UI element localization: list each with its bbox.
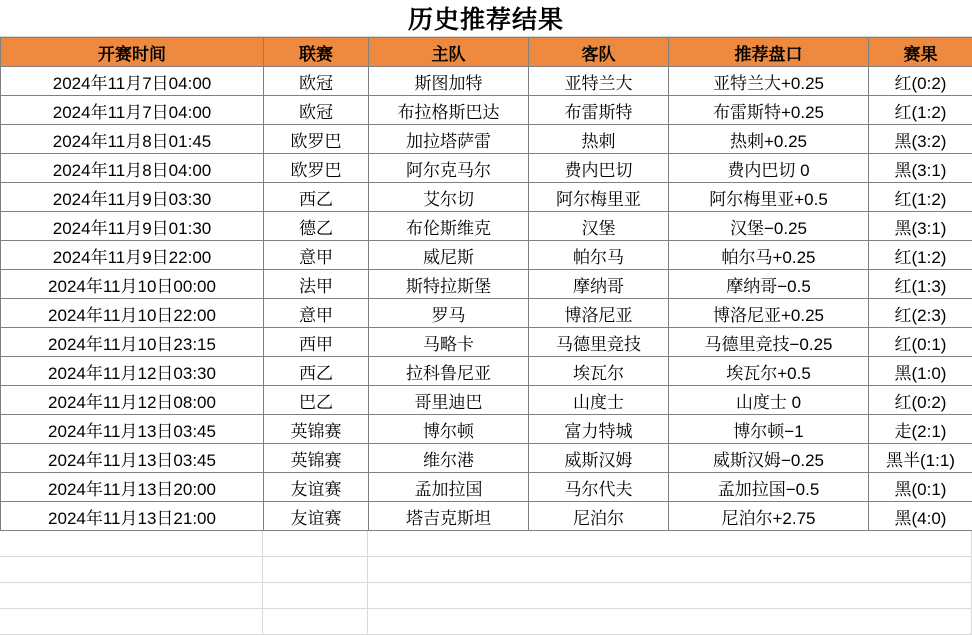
cell-home: 马略卡 xyxy=(369,328,529,357)
table-row xyxy=(1,96,972,125)
cell-rec: 马德里竞技−0.25 xyxy=(669,328,869,357)
cell-league: 西乙 xyxy=(264,357,369,386)
cell-league: 法甲 xyxy=(264,270,369,299)
empty-cell xyxy=(0,557,263,583)
cell-home: 威尼斯 xyxy=(369,241,529,270)
cell-time: 2024年11月9日03:30 xyxy=(1,183,264,212)
cell-rec: 埃瓦尔+0.5 xyxy=(669,357,869,386)
cell-rec: 威斯汉姆−0.25 xyxy=(669,444,869,473)
cell-rec: 山度士 0 xyxy=(669,386,869,415)
cell-result: 黑(1:0) xyxy=(869,357,972,386)
cell-away: 帕尔马 xyxy=(529,241,669,270)
cell-time: 2024年11月12日08:00 xyxy=(1,386,264,415)
cell-time: 2024年11月10日23:15 xyxy=(1,328,264,357)
cell-home: 加拉塔萨雷 xyxy=(369,125,529,154)
cell-result: 黑半(1:1) xyxy=(869,444,972,473)
cell-result: 红(0:1) xyxy=(869,328,972,357)
cell-home: 阿尔克马尔 xyxy=(369,154,529,183)
empty-row xyxy=(0,557,972,583)
column-header-league: 联赛 xyxy=(264,38,369,67)
cell-result: 红(0:2) xyxy=(869,386,972,415)
cell-time: 2024年11月10日22:00 xyxy=(1,299,264,328)
cell-home: 塔吉克斯坦 xyxy=(369,502,529,531)
empty-cell xyxy=(0,583,263,609)
cell-result: 红(1:2) xyxy=(869,96,972,125)
cell-rec: 热刺+0.25 xyxy=(669,125,869,154)
cell-time: 2024年11月12日03:30 xyxy=(1,357,264,386)
page-title: 历史推荐结果 xyxy=(408,0,564,36)
table-row xyxy=(1,473,972,502)
empty-cell xyxy=(0,609,263,635)
cell-home: 拉科鲁尼亚 xyxy=(369,357,529,386)
table-row xyxy=(1,299,972,328)
cell-away: 热刺 xyxy=(529,125,669,154)
table-row xyxy=(1,415,972,444)
table-row xyxy=(1,67,972,96)
cell-league: 德乙 xyxy=(264,212,369,241)
empty-row xyxy=(0,531,972,557)
cell-home: 哥里迪巴 xyxy=(369,386,529,415)
cell-league: 欧冠 xyxy=(264,96,369,125)
cell-time: 2024年11月7日04:00 xyxy=(1,96,264,125)
cell-time: 2024年11月13日03:45 xyxy=(1,444,264,473)
cell-rec: 摩纳哥−0.5 xyxy=(669,270,869,299)
cell-league: 意甲 xyxy=(264,241,369,270)
table-row xyxy=(1,386,972,415)
cell-away: 威斯汉姆 xyxy=(529,444,669,473)
cell-rec: 费内巴切 0 xyxy=(669,154,869,183)
empty-grid-area xyxy=(0,531,972,635)
empty-cell xyxy=(0,531,263,557)
cell-league: 英锦赛 xyxy=(264,415,369,444)
table-row xyxy=(1,502,972,531)
cell-home: 布拉格斯巴达 xyxy=(369,96,529,125)
empty-cell xyxy=(368,531,972,557)
cell-away: 马尔代夫 xyxy=(529,473,669,502)
cell-result: 黑(4:0) xyxy=(869,502,972,531)
empty-cell xyxy=(263,557,368,583)
cell-result: 红(1:3) xyxy=(869,270,972,299)
empty-cell xyxy=(368,583,972,609)
cell-away: 埃瓦尔 xyxy=(529,357,669,386)
cell-rec: 布雷斯特+0.25 xyxy=(669,96,869,125)
cell-away: 马德里竞技 xyxy=(529,328,669,357)
cell-away: 亚特兰大 xyxy=(529,67,669,96)
cell-rec: 博尔顿−1 xyxy=(669,415,869,444)
cell-time: 2024年11月7日04:00 xyxy=(1,67,264,96)
cell-league: 友谊赛 xyxy=(264,502,369,531)
table-row xyxy=(1,444,972,473)
column-header-away: 客队 xyxy=(529,38,669,67)
cell-home: 斯特拉斯堡 xyxy=(369,270,529,299)
table-row xyxy=(1,270,972,299)
cell-away: 汉堡 xyxy=(529,212,669,241)
cell-result: 走(2:1) xyxy=(869,415,972,444)
cell-away: 博洛尼亚 xyxy=(529,299,669,328)
empty-cell xyxy=(368,609,972,635)
cell-time: 2024年11月8日04:00 xyxy=(1,154,264,183)
cell-home: 布伦斯维克 xyxy=(369,212,529,241)
table-header xyxy=(1,38,972,67)
empty-cell xyxy=(263,609,368,635)
cell-league: 西乙 xyxy=(264,183,369,212)
cell-league: 西甲 xyxy=(264,328,369,357)
table-row xyxy=(1,328,972,357)
table-header-row xyxy=(1,38,972,67)
empty-cell xyxy=(263,531,368,557)
cell-rec: 亚特兰大+0.25 xyxy=(669,67,869,96)
cell-league: 意甲 xyxy=(264,299,369,328)
empty-row xyxy=(0,583,972,609)
cell-home: 维尔港 xyxy=(369,444,529,473)
cell-home: 艾尔切 xyxy=(369,183,529,212)
cell-time: 2024年11月9日22:00 xyxy=(1,241,264,270)
cell-result: 黑(0:1) xyxy=(869,473,972,502)
cell-result: 红(0:2) xyxy=(869,67,972,96)
cell-league: 友谊赛 xyxy=(264,473,369,502)
cell-time: 2024年11月9日01:30 xyxy=(1,212,264,241)
cell-away: 富力特城 xyxy=(529,415,669,444)
cell-result: 红(2:3) xyxy=(869,299,972,328)
cell-rec: 孟加拉国−0.5 xyxy=(669,473,869,502)
cell-league: 欧罗巴 xyxy=(264,125,369,154)
table-row xyxy=(1,183,972,212)
cell-away: 布雷斯特 xyxy=(529,96,669,125)
cell-time: 2024年11月13日03:45 xyxy=(1,415,264,444)
cell-time: 2024年11月10日00:00 xyxy=(1,270,264,299)
cell-result: 红(1:2) xyxy=(869,183,972,212)
cell-home: 罗马 xyxy=(369,299,529,328)
cell-away: 山度士 xyxy=(529,386,669,415)
table-row xyxy=(1,154,972,183)
cell-home: 孟加拉国 xyxy=(369,473,529,502)
column-header-rec: 推荐盘口 xyxy=(669,38,869,67)
table-body xyxy=(1,67,972,531)
column-header-time: 开赛时间 xyxy=(1,38,264,67)
table-row xyxy=(1,241,972,270)
cell-time: 2024年11月13日21:00 xyxy=(1,502,264,531)
cell-league: 欧冠 xyxy=(264,67,369,96)
cell-league: 欧罗巴 xyxy=(264,154,369,183)
table-row xyxy=(1,357,972,386)
cell-rec: 汉堡−0.25 xyxy=(669,212,869,241)
table-row xyxy=(1,212,972,241)
cell-away: 尼泊尔 xyxy=(529,502,669,531)
cell-time: 2024年11月13日20:00 xyxy=(1,473,264,502)
empty-row xyxy=(0,609,972,635)
cell-away: 阿尔梅里亚 xyxy=(529,183,669,212)
cell-rec: 尼泊尔+2.75 xyxy=(669,502,869,531)
page-title-row xyxy=(0,0,972,37)
cell-away: 费内巴切 xyxy=(529,154,669,183)
empty-cell xyxy=(368,557,972,583)
cell-time: 2024年11月8日01:45 xyxy=(1,125,264,154)
cell-home: 博尔顿 xyxy=(369,415,529,444)
cell-result: 黑(3:1) xyxy=(869,154,972,183)
cell-home: 斯图加特 xyxy=(369,67,529,96)
table-row xyxy=(1,125,972,154)
cell-rec: 阿尔梅里亚+0.5 xyxy=(669,183,869,212)
cell-result: 黑(3:1) xyxy=(869,212,972,241)
column-header-home: 主队 xyxy=(369,38,529,67)
cell-result: 红(1:2) xyxy=(869,241,972,270)
results-table xyxy=(0,37,972,531)
cell-league: 英锦赛 xyxy=(264,444,369,473)
empty-cell xyxy=(263,583,368,609)
cell-result: 黑(3:2) xyxy=(869,125,972,154)
cell-rec: 博洛尼亚+0.25 xyxy=(669,299,869,328)
column-header-result: 赛果 xyxy=(869,38,972,67)
cell-league: 巴乙 xyxy=(264,386,369,415)
cell-away: 摩纳哥 xyxy=(529,270,669,299)
cell-rec: 帕尔马+0.25 xyxy=(669,241,869,270)
